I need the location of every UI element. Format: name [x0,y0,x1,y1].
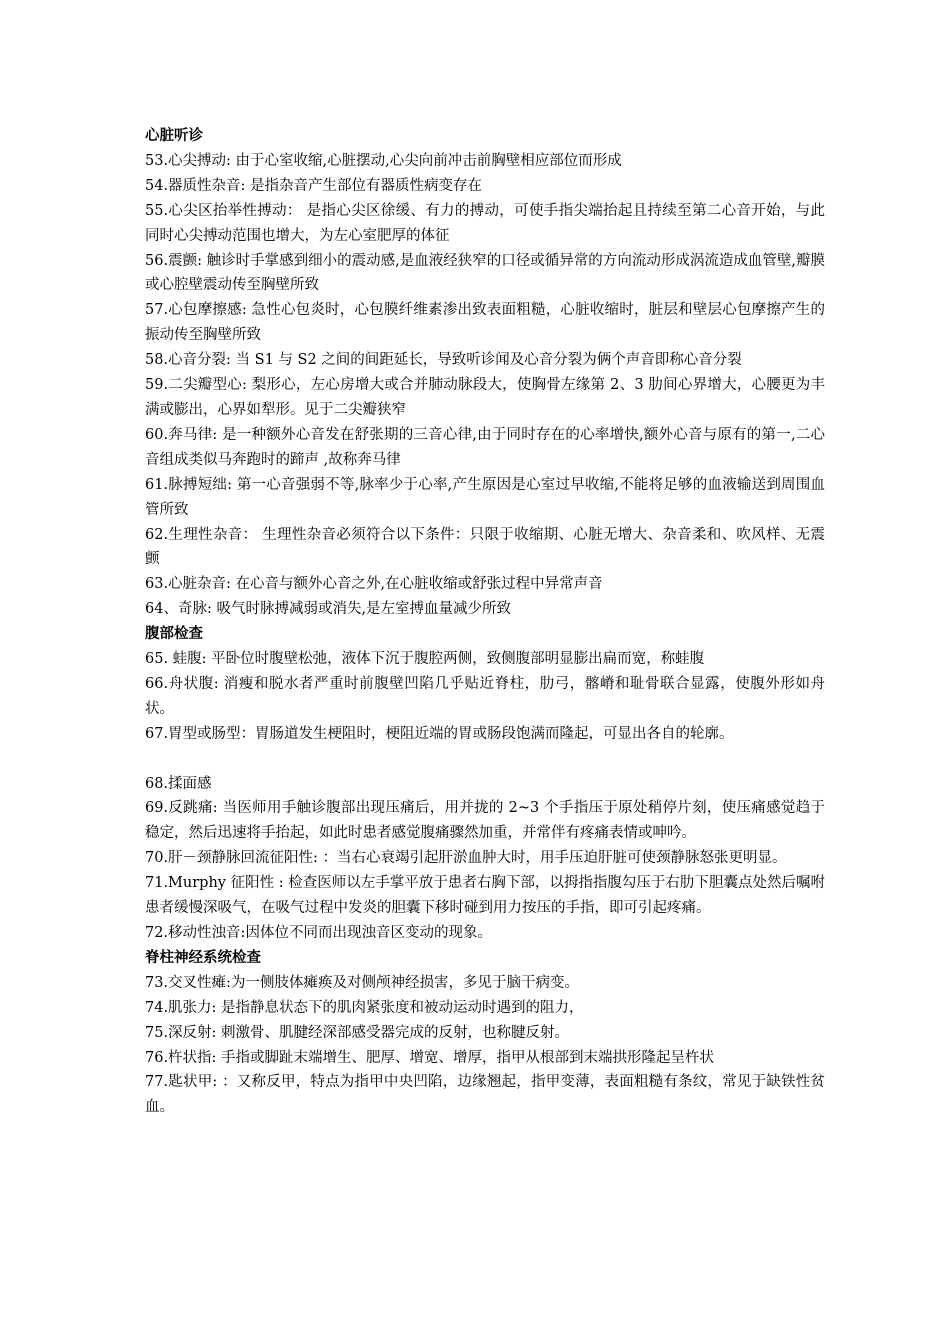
definition-item: 68.揉面感 [145,775,212,792]
definition-item: 59.二尖瓣型心: 梨形心，左心房增大或合并肺动脉段大，使胸骨左缘第 2、3 肋间心界增大，心腰更为丰满或膨出，心界如犁形。见于二尖瓣狭窄 [145,377,825,418]
definition-item: 53.心尖搏动: 由于心室收缩,心脏摆动,心尖向前冲击前胸壁相应部位而形成 [145,152,622,169]
definition-item: 58.心音分裂: 当 S1 与 S2 之间的间距延长，导致听诊闻及心音分裂为俩个声音即称心音分裂 [145,352,742,369]
definition-item: 69.反跳痛: 当医师用手触诊腹部出现压痛后，用并拢的 2~3 个手指压于原处稍停片刻，使压痛感觉趋于稳定，然后迅速将手抬起，如此时患者感觉腹痛骤然加重，并常伴有疼痛表情或呻吟。 [145,800,825,842]
definition-item: 74.肌张力: 是指静息状态下的肌肉紧张度和被动运动时遇到的阻力， [145,999,584,1016]
definition-item: 62.生理性杂音： 生理性杂音必须符合以下条件：只限于收缩期、心脏无增大、杂音柔和、吹风样、无震颤 [145,526,825,568]
definition-item: 60.奔马律: 是一种额外心音发在舒张期的三音心律,由于同时存在的心率增快,额外心音与原有的第一,二心音组成类似马奔跑时的蹄声 ,故称奔马律 [145,426,825,468]
definition-item: 67.胃型或肠型：胃肠道发生梗阻时，梗阻近端的胃或肠段饱满而隆起，可显出各自的轮廓。 [145,725,734,742]
definition-item: 54.器质性杂音: 是指杂音产生部位有器质性病变存在 [145,177,483,194]
definition-item: 55.心尖区抬举性搏动： 是指心尖区徐缓、有力的搏动，可使手指尖端抬起且持续至第二心音开始，与此同时心尖搏动范围也增大，为左心室肥厚的体征 [145,202,825,244]
section-heading: 腹部检查 [145,625,203,643]
definition-item: 70.肝－颈静脉回流征阳性: ：当右心衰竭引起肝淤血肿大时，用手压迫肝脏可使颈静脉怒张更明显。 [145,850,787,867]
blank-line [145,747,825,772]
document-body [145,124,825,1120]
definition-item: 65. 蛙腹: 平卧位时腹壁松弛，液体下沉于腹腔两侧，致侧腹部明显膨出扁而宽，称蛙腹 [145,651,705,668]
definition-item: 56.震颤: 触诊时手掌感到细小的震动感,是血液经狭窄的口径或循异常的方向流动形成涡流造成血管壁,瓣膜或心腔壁震动传至胸壁所致 [145,252,825,294]
section-heading: 心脏听诊 [145,127,203,144]
definition-item: 61.脉搏短绌: 第一心音强弱不等,脉率少于心率,产生原因是心室过早收缩,不能将足够的血液输送到周围血管所致 [145,476,825,518]
definition-item: 71.Murphy 征阳性 : 检查医师以左手掌平放于患者右胸下部，以拇指指腹勾压于右肋下胆囊点处然后嘱咐患者缓慢深吸气，在吸气过程中发炎的胆囊下移时碰到用力按压的手指，即可引起疼痛。 [145,875,825,917]
definition-item: 64、奇脉: 吸气时脉搏减弱或消失,是左室搏血量减少所致 [145,601,512,618]
section-heading: 脊柱神经系统检查 [145,948,261,966]
definition-item: 57.心包摩擦感: 急性心包炎时，心包膜纤维素渗出致表面粗糙，心脏收缩时，脏层和壁层心包摩擦产生的振动传至胸壁所致 [145,302,825,344]
definition-item: 77.匙状甲: ：又称反甲，特点为指甲中央凹陷，边缘翘起，指甲变薄，表面粗糙有条纹，常见于缺铁性贫血。 [145,1074,825,1116]
definition-item: 72.移动性浊音:因体位不同而出现浊音区变动的现象。 [145,924,492,941]
definition-item: 73.交叉性瘫:为一侧肢体瘫痪及对侧颅神经损害，多见于脑干病变。 [145,974,579,991]
definition-item: 66.舟状腹: 消瘦和脱水者严重时前腹壁凹陷几乎贴近脊柱，肋弓，髂嵴和耻骨联合显露，使腹外形如舟状。 [145,675,825,717]
definition-item: 75.深反射: 刺激骨、肌腱经深部感受器完成的反射，也称腱反射。 [145,1024,570,1041]
definition-item: 63.心脏杂音: 在心音与额外心音之外,在心脏收缩或舒张过程中异常声音 [145,576,603,593]
definition-item: 76.杵状指: 手指或脚趾末端增生、肥厚、增宽、增厚，指甲从根部到末端拱形隆起呈杵状 [145,1049,715,1066]
